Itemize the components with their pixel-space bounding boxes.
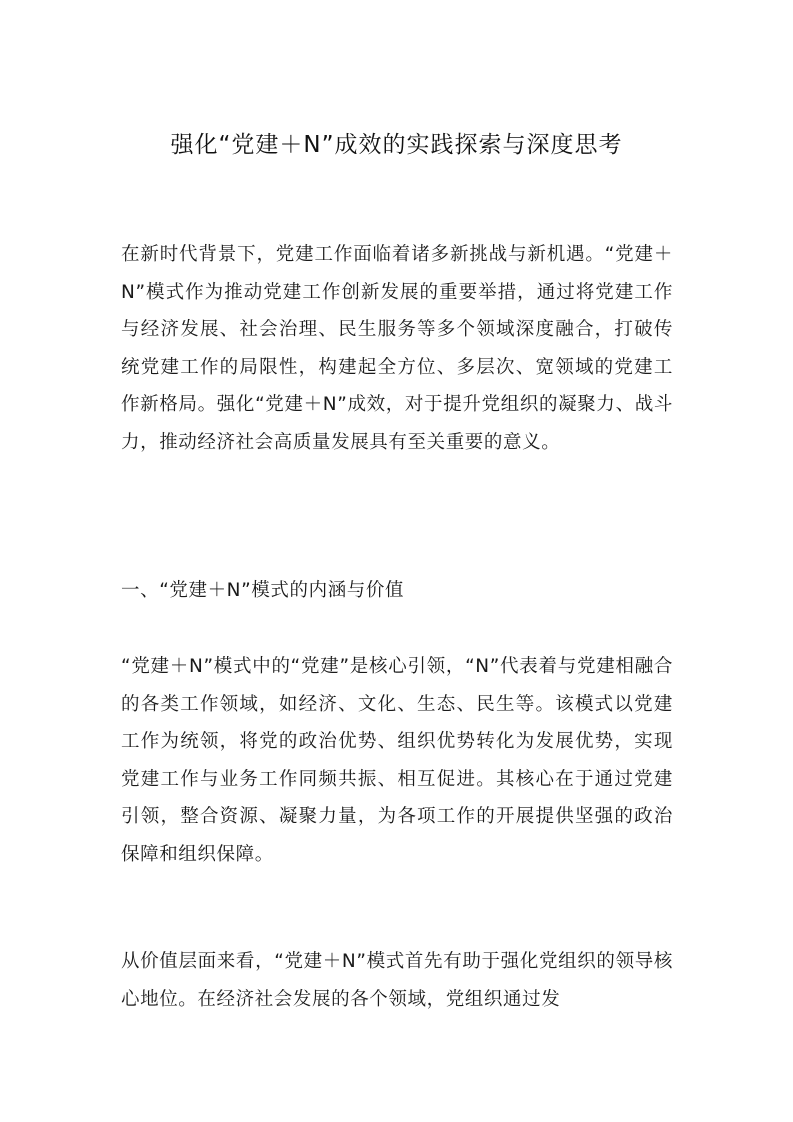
intro-paragraph: 在新时代背景下，党建工作面临着诸多新挑战与新机遇。“党建＋N”模式作为推动党建工作创新发展的重要举措，通过将党建工作与经济发展、社会治理、民生服务等多个领域深度融合，打破传统党建工作的局限性，构建起全方位、多层次、宽领域的党建工作新格局。强化“党建＋N”成效，对于提升党组织的凝聚力、战斗力，推动经济社会高质量发展具有至关重要的意义。 — [121, 244, 673, 453]
section-heading: 一、“党建＋N”模式的内涵与价值 — [121, 580, 405, 601]
section-paragraph: “党建＋N”模式中的“党建”是核心引领，“N”代表着与党建相融合的各类工作领域，如经济、文化、生态、民生等。该模式以党建工作为统领，将党的政治优势、组织优势转化为发展优势，实现党建工作与业务工作同频共振、相互促进。其核心在于通过党建引领，整合资源、凝聚力量，为各项工作的开展提供坚强的政治保障和组织保障。 — [121, 656, 673, 865]
document-title: 强化“党建＋N”成效的实践探索与深度思考 — [170, 132, 623, 158]
section-paragraph: 从价值层面来看，“党建＋N”模式首先有助于强化党组织的领导核心地位。在经济社会发展的各个领域，党组织通过发 — [121, 951, 673, 1010]
